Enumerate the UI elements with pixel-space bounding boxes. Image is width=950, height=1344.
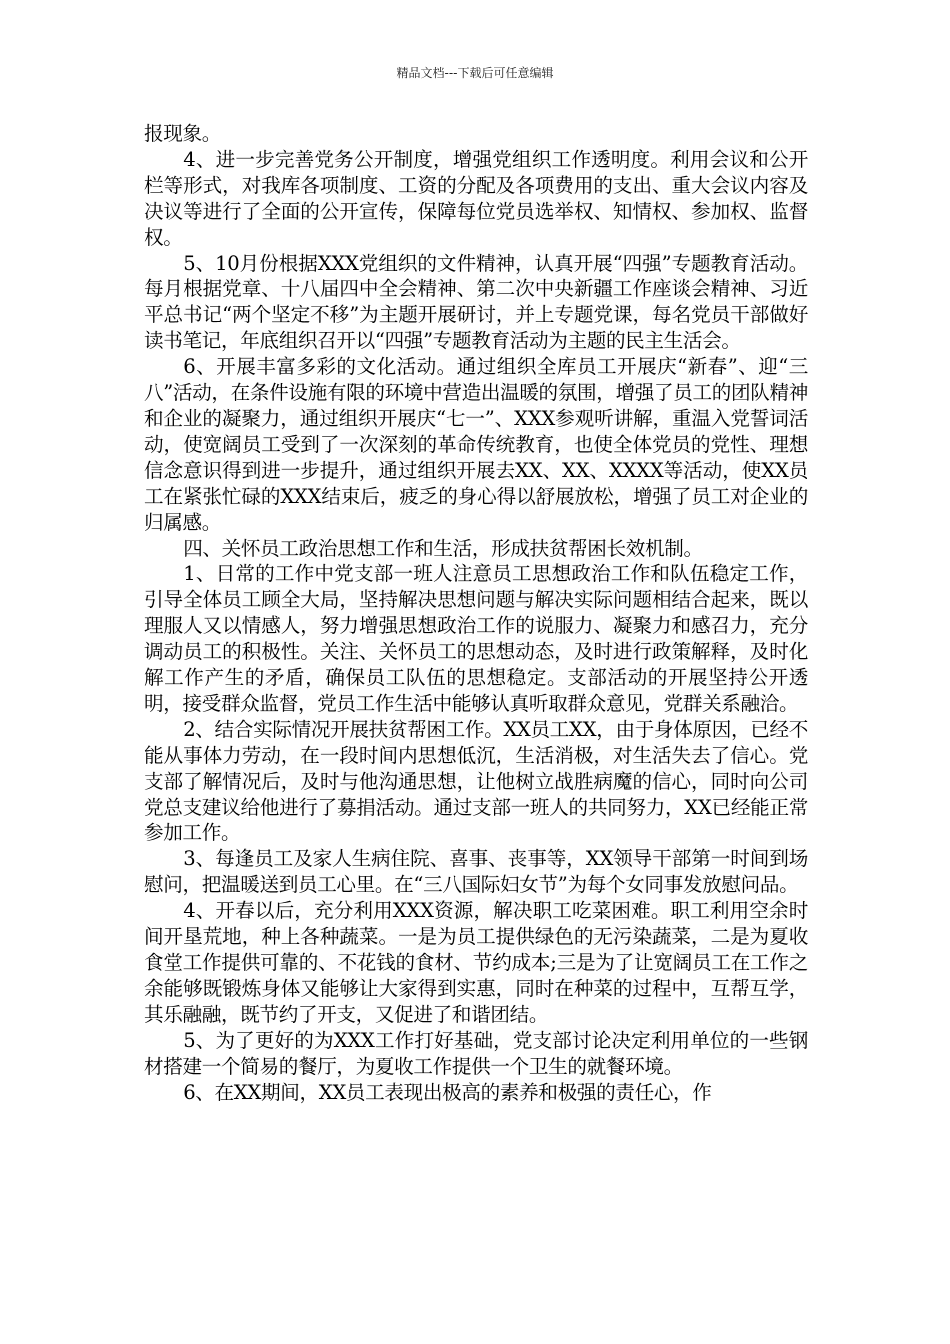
page-header: 精品文档---下载后可任意编辑: [396, 66, 554, 80]
document-body: [144, 121, 808, 1105]
paragraph: 6、开展丰富多彩的文化活动。通过组织全库员工开展庆“新春”、迎“三八”活动，在条件设施有限的环境中营造出温暖的氛围，增强了员工的团队精神和企业的凝聚力，通过组织开展庆“七一”、XXX参观听讲解，重温入党誓词活动，使宽阔员工受到了一次深刻的革命传统教育，也使全体党员的党性、理想信念意识得到进一步提升，通过组织开展去XX、XX、XXXX等活动，使XX员工在紧张忙碌的XXX结束后，疲乏的身心得以舒展放松，增强了员工对企业的归属感。: [144, 355, 808, 534]
section-heading: 四、关怀员工政治思想工作和生活，形成扶贫帮困长效机制。: [183, 536, 703, 560]
paragraph: 3、每逢员工及家人生病住院、喜事、丧事等，XX领导干部第一时间到场慰问，把温暖送到员工心里。在“三八国际妇女节”为每个女同事发放慰问品。: [144, 847, 808, 897]
paragraph: 5、10月份根据XXX党组织的文件精神，认真开展“四强”专题教育活动。每月根据党章、十八届四中全会精神、第二次中央新疆工作座谈会精神、习近平总书记“两个坚定不移”为主题开展研讨，并上专题党课，每名党员干部做好读书笔记，年底组织召开以“四强”专题教育活动为主题的民主生活会。: [144, 251, 808, 353]
paragraph: 报现象。: [144, 122, 221, 145]
paragraph: 4、开春以后，充分利用XXX资源，解决职工吃菜困难。职工利用空余时间开垦荒地，种上各种蔬菜。一是为员工提供绿色的无污染蔬菜，二是为夏收食堂工作提供可靠的、不花钱的食材、节约成本;三是为了让宽阔员工在工作之余能够既锻炼身体又能够让大家得到实惠，同时在种菜的过程中，互帮互学，其乐融融，既节约了开支，又促进了和谐团结。: [144, 899, 808, 1026]
paragraph: 6、在XX期间，XX员工表现出极高的素养和极强的责任心，作: [183, 1080, 712, 1104]
paragraph: 5、为了更好的为XXX工作打好基础，党支部讨论决定利用单位的一些钢材搭建一个简易的餐厅，为夏收工作提供一个卫生的就餐环境。: [144, 1028, 808, 1078]
paragraph: 4、进一步完善党务公开制度，增强党组织工作透明度。利用会议和公开栏等形式，对我库各项制度、工资的分配及各项费用的支出、重大会议内容及决议等进行了全面的公开宣传，保障每位党员选举权、知情权、参加权、监督权。: [144, 147, 808, 249]
paragraph: 2、结合实际情况开展扶贫帮困工作。XX员工XX，由于身体原因，已经不能从事体力劳动，在一段时间内思想低沉，生活消极，对生活失去了信心。党支部了解情况后，及时与他沟通思想，让他树立战胜病魔的信心，同时向公司党总支建议给他进行了募捐活动。通过支部一班人的共同努力，XX已经能正常参加工作。: [144, 717, 808, 845]
paragraph: 1、日常的工作中党支部一班人注意员工思想政治工作和队伍稳定工作，引导全体员工顾全大局，坚持解决思想问题与解决实际问题相结合起来，既以理服人又以情感人，努力增强思想政治工作的说服力、凝聚力和感召力，充分调动员工的积极性。关注、关怀员工的思想动态，及时进行政策解释，及时化解工作产生的矛盾，确保员工队伍的思想稳定。支部活动的开展坚持公开透明，接受群众监督，党员工作生活中能够认真听取群众意见，党群关系融洽。: [144, 562, 808, 715]
